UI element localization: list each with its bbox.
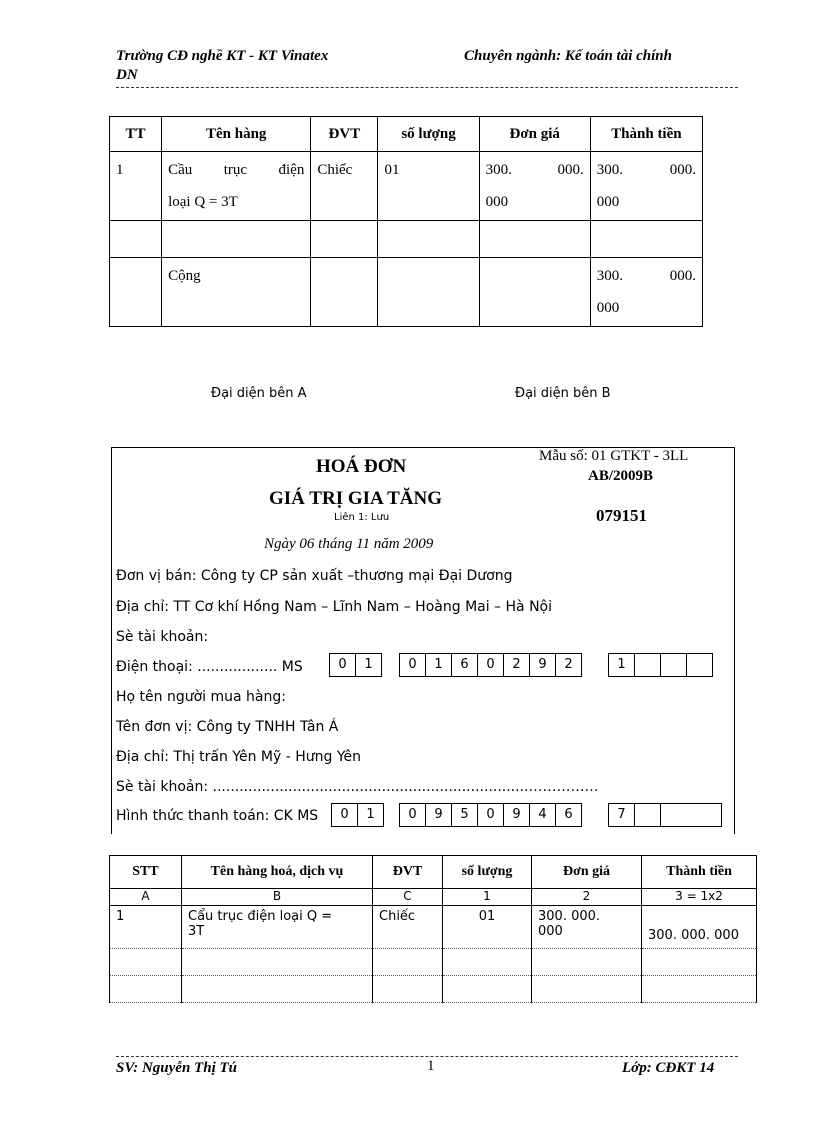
buyer-tax-code-suffix	[608, 803, 722, 827]
tax-digit: 0	[400, 804, 426, 826]
table-row	[110, 906, 757, 949]
seller-tax-code	[329, 653, 382, 677]
tax-digit: 1	[609, 654, 635, 676]
tax-digit: 0	[478, 654, 504, 676]
cell-amount	[590, 152, 702, 221]
col-header: Thành tiền	[590, 117, 702, 152]
cell-name	[162, 152, 311, 221]
col-header: Tên hàng	[162, 117, 311, 152]
tax-digit: 0	[400, 654, 426, 676]
tax-digit: 9	[504, 804, 530, 826]
name-line: loại Q = 3T	[168, 194, 238, 210]
col-header: số lượng	[443, 856, 532, 889]
seller-account: Sè tài khoản:	[116, 629, 209, 645]
major-name: Chuyên ngành: Kế toán tài chính	[464, 48, 672, 64]
tax-digit: 0	[332, 804, 358, 826]
cell-amount: 300. 000. 000	[642, 906, 757, 949]
invoice-series: AB/2009B	[588, 468, 654, 484]
price-line: 000	[485, 194, 509, 210]
table-row-empty	[110, 221, 703, 258]
tax-digit: 1	[426, 654, 452, 676]
col-header: ĐVT	[311, 117, 378, 152]
tax-digit: 6	[452, 654, 478, 676]
buyer-tax-code-main	[399, 803, 582, 827]
school-name-cont: DN	[116, 67, 138, 83]
tax-digit: 1	[366, 807, 375, 822]
buyer-account: Sè tài khoản: .......................................................................……………	[116, 779, 599, 795]
col-code: A	[110, 889, 182, 906]
student-name: SV: Nguyễn Thị Tú	[116, 1060, 237, 1076]
col-header: số lượng	[378, 117, 479, 152]
invoice-subtitle: GIÁ TRỊ GIA TĂNG	[269, 488, 442, 509]
col-header: Đơn giá	[532, 856, 642, 889]
price-line: 300. 000.	[485, 162, 584, 178]
total-amount	[590, 258, 702, 327]
name-line: Cầu trục điện	[168, 162, 305, 178]
signature-party-b: Đại diện bên B	[515, 386, 611, 401]
cell-tt: 1	[110, 152, 162, 221]
seller-phone: Điện thoại: .................. MS	[116, 659, 303, 675]
tax-digit	[635, 804, 661, 826]
tax-digit: 6	[564, 807, 573, 822]
header-divider	[116, 87, 738, 88]
cell-stt: 1	[110, 906, 182, 949]
tax-digit: 5	[452, 804, 478, 826]
col-header: Đơn giá	[479, 117, 590, 152]
price-line: 000	[538, 924, 563, 939]
name-line: Cẩu trục điện loại Q =	[188, 909, 333, 924]
col-header: TT	[110, 117, 162, 152]
tax-digit: 2	[504, 654, 530, 676]
vat-invoice	[111, 447, 735, 834]
table-header-row	[110, 117, 703, 152]
col-header: Thành tiền	[642, 856, 757, 889]
invoice-date: Ngày 06 tháng 11 năm 2009	[264, 536, 434, 552]
table-row	[110, 152, 703, 221]
col-header: Tên hàng hoá, dịch vụ	[182, 856, 373, 889]
signature-party-a: Đại diện bên A	[211, 386, 307, 401]
table-code-row	[110, 889, 757, 906]
tax-digit-blank	[661, 804, 721, 826]
cell-unit: Chiếc	[311, 152, 378, 221]
total-label: Cộng	[162, 258, 311, 327]
col-code: 2	[532, 889, 642, 906]
invoice-form-no: Mẫu số: 01 GTKT - 3LL	[539, 448, 689, 464]
price-line: 300. 000.	[538, 909, 601, 924]
table-total-row	[110, 258, 703, 327]
tax-digit: 0	[330, 654, 356, 676]
buyer-tax-code	[331, 803, 384, 827]
tax-digit	[635, 654, 661, 676]
footer-divider	[116, 1056, 738, 1057]
total-line: 000	[596, 300, 620, 316]
tax-digit	[687, 654, 712, 676]
goods-table	[109, 116, 703, 327]
col-code: B	[182, 889, 373, 906]
total-line: 300. 000.	[596, 268, 696, 284]
tax-digit: 1	[364, 657, 373, 672]
cell-price	[532, 906, 642, 949]
tax-digit: 0	[478, 804, 504, 826]
cell-name	[182, 906, 373, 949]
tax-digit: 7	[609, 804, 635, 826]
tax-digit	[661, 654, 687, 676]
invoice-title: HOÁ ĐƠN	[316, 456, 407, 477]
col-code: 3 = 1x2	[642, 889, 757, 906]
cell-price	[479, 152, 590, 221]
buyer-address: Địa chỉ: Thị trấn Yên Mỹ - Hưng Yên	[116, 749, 362, 765]
seller-tax-code-suffix	[608, 653, 713, 677]
col-header: STT	[110, 856, 182, 889]
col-header: ĐVT	[373, 856, 443, 889]
tax-digit: 9	[426, 804, 452, 826]
seller-address: Địa chỉ: TT Cơ khí Hồng Nam – Lĩnh Nam – Hoàng Mai – Hà Nội	[116, 599, 552, 615]
seller-tax-code-main	[399, 653, 582, 677]
page-number: 1	[427, 1058, 435, 1074]
class-name: Lớp: CĐKT 14	[622, 1060, 715, 1076]
table-header-row	[110, 856, 757, 889]
col-code: C	[373, 889, 443, 906]
amount-line: 000	[596, 194, 620, 210]
invoice-items-table	[109, 855, 757, 1003]
cell-unit: Chiếc	[373, 906, 443, 949]
col-code: 1	[443, 889, 532, 906]
amount-line: 300. 000.	[596, 162, 696, 178]
buyer-unit: Tên đơn vị: Công ty TNHH Tân Á	[116, 719, 339, 735]
invoice-number: 079151	[596, 506, 647, 525]
table-row-empty	[110, 976, 757, 1003]
tax-digit: 9	[530, 654, 556, 676]
invoice-copy: Liên 1: Lưu	[334, 512, 390, 523]
cell-qty: 01	[378, 152, 479, 221]
table-row-empty	[110, 949, 757, 976]
tax-digit: 2	[564, 657, 573, 672]
payment-method: Hình thức thanh toán: CK MS	[116, 808, 319, 824]
seller-name: Đơn vị bán: Công ty CP sản xuất –thương mại Đại Dương	[116, 568, 513, 584]
school-name: Trường CĐ nghề KT - KT Vinatex	[116, 48, 329, 64]
cell-qty: 01	[443, 906, 532, 949]
name-line: 3T	[188, 924, 205, 939]
buyer-name: Họ tên người mua hàng:	[116, 689, 286, 705]
tax-digit: 4	[530, 804, 556, 826]
